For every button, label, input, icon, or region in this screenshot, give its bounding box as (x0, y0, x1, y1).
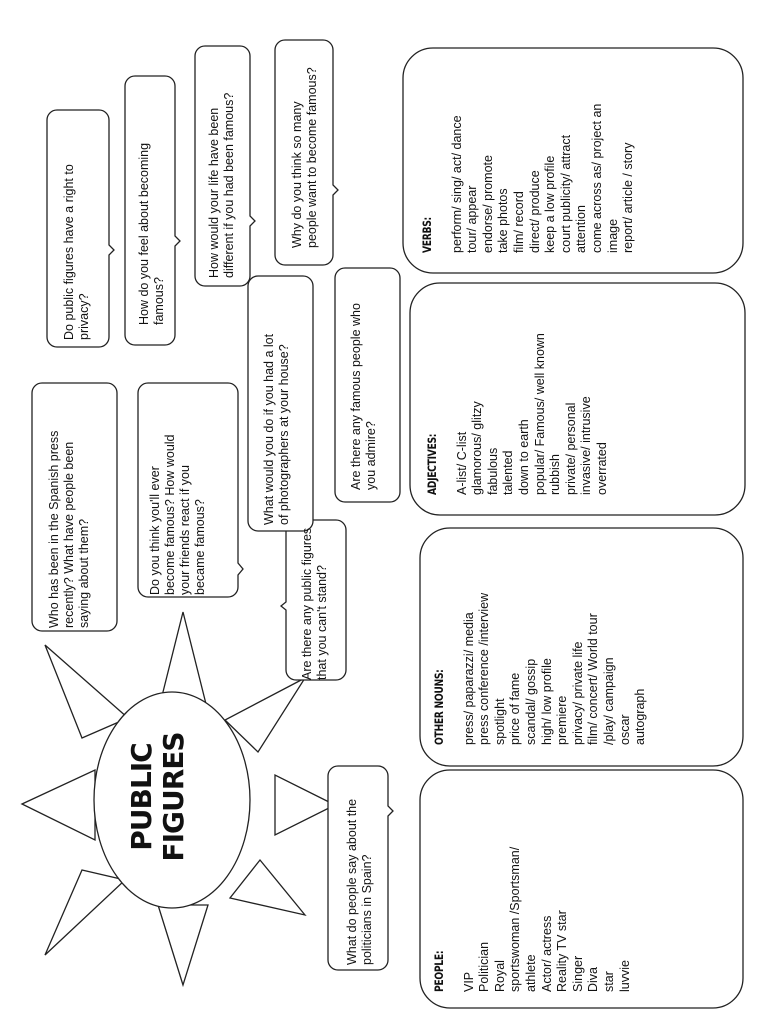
box-heading: ADJECTIVES: (425, 433, 439, 495)
question-8: How do you feel about becoming famous? (137, 142, 166, 325)
title-line-1: PUBLIC (125, 743, 158, 851)
sun-ray-top-left (45, 645, 128, 738)
box-adjectives: ADJECTIVES: A-list/ C-list glamorous/ glitzy fabulous talented down to earth popular/ Famous/ well known rubbish private/ personal invasive/ intrusive overrated (425, 333, 609, 495)
page-title (126, 732, 190, 862)
box-verbs: VERBS: perform/ sing/ act/ dance tour/ appear endorse/ promote take photos film/ record direct/ produce keep a low profile court publicity/ attract attention come across as/ project an image report/ article / story (420, 103, 636, 253)
box-heading: VERBS: (420, 217, 434, 253)
question-9: How would your life have been different if you had been famous? (207, 92, 236, 278)
box-heading: OTHER NOUNS: (432, 669, 446, 745)
question-4: Who has been in the Spanish press recently? What have people been saying about them? (47, 430, 91, 628)
question-5: What would you do if you had a lot of photographers at your house? (262, 333, 291, 525)
sun-ray-right (275, 775, 335, 835)
question-3: Do you think you'll ever become famous? How would your friends react if you became famous? (148, 434, 207, 595)
sun-ray-bottom-right (230, 860, 305, 915)
box-people: PEOPLE: VIP Politician Royal sportswoman /Sportsman/ athlete Actor/ actress Reality TV star Singer Diva star luvvie (432, 846, 632, 992)
question-2: Are there any public figures that you can't stand? (300, 527, 329, 680)
box-heading: PEOPLE: (432, 950, 446, 992)
sun-ray-bottom-left (45, 870, 125, 955)
title-line-2: FIGURES (157, 732, 190, 862)
question-1: What do people say about the politicians in Spain? (345, 798, 374, 965)
sun-ray-bottom (158, 905, 208, 985)
question-10: Why do you think so many people want to become famous? (290, 67, 319, 248)
question-7: Do public figures have a right to privacy? (62, 164, 91, 340)
sun-ray-left (22, 770, 95, 840)
question-6: Are there any famous people who you admire? (349, 303, 378, 490)
box-other-nouns: OTHER NOUNS: press/ paparazzi/ media press conference /interview spotlight price of fame scandal/ gossip high/ low profile premiere privacy/ private life film/ concert/ World tour /play/ campaign oscar autograph (432, 592, 648, 745)
